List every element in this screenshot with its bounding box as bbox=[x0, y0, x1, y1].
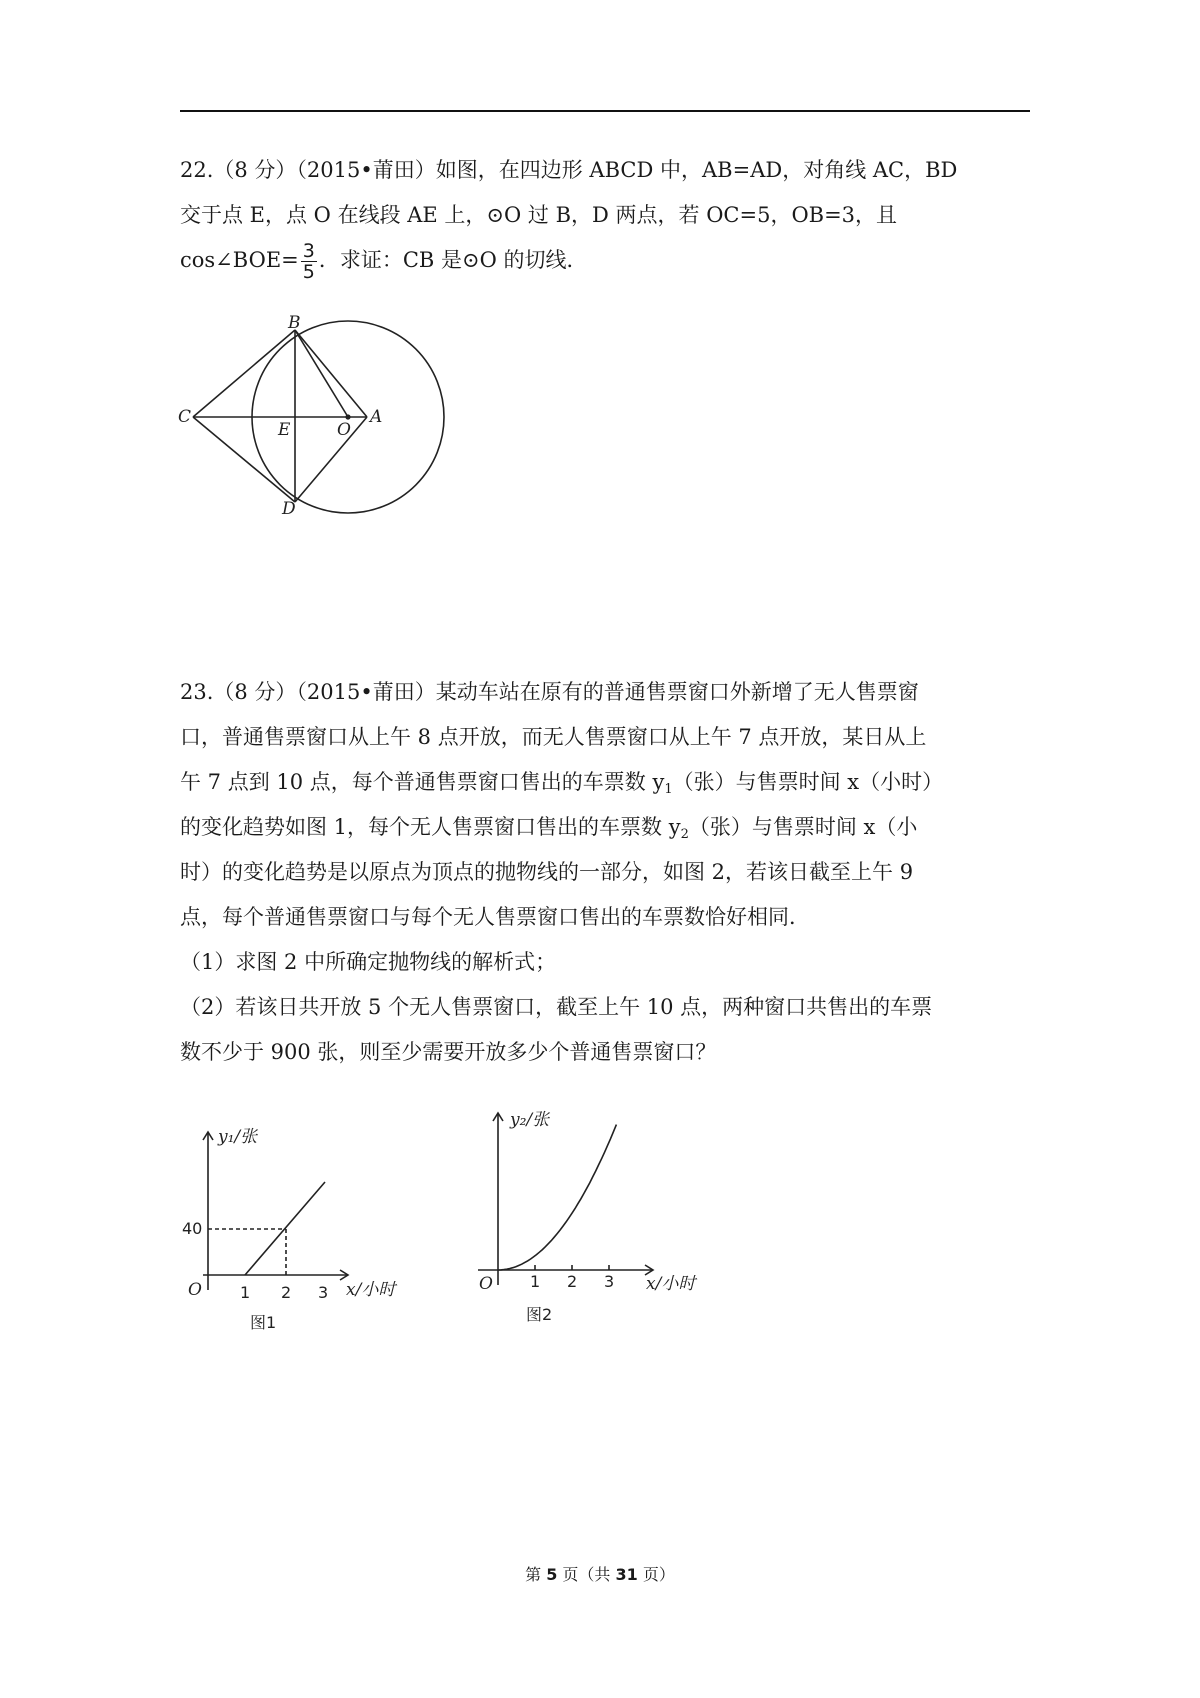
label-o: O bbox=[337, 420, 351, 440]
fig2-origin: O bbox=[479, 1274, 493, 1294]
question-23 bbox=[180, 670, 1040, 1075]
fig1-x-tick-2: 2 bbox=[281, 1283, 292, 1302]
q22-line-1: 22.（8 分）（2015•莆田）如图，在四边形 ABCD 中，AB=AD，对角线 AC，BD bbox=[180, 158, 958, 182]
fig2-x-tick-label-2: 2 bbox=[567, 1272, 578, 1291]
q22-line-3 bbox=[180, 238, 1040, 283]
footer-pre: 第 bbox=[525, 1565, 547, 1584]
footer-page-number: 5 bbox=[546, 1565, 558, 1584]
fig1-x-tick-3: 3 bbox=[318, 1283, 329, 1302]
footer-mid: 页（共 bbox=[557, 1565, 616, 1584]
q23-line-6: 点，每个普通售票窗口与每个无人售票窗口售出的车票数恰好相同． bbox=[180, 905, 810, 929]
q22-prove-text: ．求证：CB 是⊙O 的切线． bbox=[318, 248, 588, 272]
q22-line-2: 交于点 E，点 O 在线段 AE 上，⊙O 过 B，D 两点，若 OC=5，OB=3，且 bbox=[180, 203, 898, 227]
fraction-numerator: 3 bbox=[302, 240, 315, 262]
segment-cb bbox=[193, 330, 295, 417]
segment-bo bbox=[295, 330, 348, 417]
q23-line-3a: 午 7 点到 10 点，每个普通售票窗口售出的车票数 y bbox=[180, 770, 665, 794]
q23-part-2-line-1: （2）若该日共开放 5 个无人售票窗口，截至上午 10 点，两种窗口共售出的车票 bbox=[180, 995, 933, 1019]
q23-line-4 bbox=[180, 805, 1040, 850]
fig1-y-label: y₁/张 bbox=[218, 1127, 258, 1147]
footer-post: 页） bbox=[637, 1565, 675, 1584]
fig1-x-tick-1: 1 bbox=[240, 1283, 251, 1302]
fig1-y-tick-40: 40 bbox=[182, 1219, 203, 1238]
fig1-x-label: x/小时 bbox=[346, 1280, 396, 1300]
fraction-3-5 bbox=[301, 241, 317, 282]
q23-line-5: 时）的变化趋势是以原点为顶点的抛物线的一部分，如图 2，若该日截至上午 9 bbox=[180, 860, 914, 884]
segment-ba bbox=[295, 330, 367, 417]
fig1-origin: O bbox=[188, 1280, 202, 1300]
label-c: C bbox=[178, 407, 192, 427]
fig1-caption: 图1 bbox=[250, 1313, 277, 1332]
q23-part-1: （1）求图 2 中所确定抛物线的解析式； bbox=[180, 950, 557, 974]
fig2-caption: 图2 bbox=[526, 1305, 553, 1324]
fig2-parabola bbox=[498, 1125, 616, 1270]
fig2-x-label: x/小时 bbox=[646, 1274, 696, 1294]
question-22 bbox=[180, 148, 1040, 283]
subscript-2: 2 bbox=[680, 827, 689, 842]
fig2-x-tick-label-1: 1 bbox=[530, 1272, 541, 1291]
q23-line-3 bbox=[180, 760, 1040, 805]
q23-line-4a: 的变化趋势如图 1，每个无人售票窗口售出的车票数 y bbox=[180, 815, 681, 839]
figure-2-graph bbox=[478, 1105, 738, 1335]
header-rule bbox=[180, 110, 1030, 112]
page-footer bbox=[0, 1562, 1200, 1585]
q23-line-1: 23.（8 分）（2015•莆田）某动车站在原有的普通售票窗口外新增了无人售票窗 bbox=[180, 680, 919, 704]
footer-total-pages: 31 bbox=[615, 1565, 638, 1584]
fraction-denominator: 5 bbox=[302, 261, 315, 283]
q23-line-4b: （张）与售票时间 x（小 bbox=[688, 815, 918, 839]
q22-geometry-figure bbox=[175, 312, 460, 517]
q23-line-3b: （张）与售票时间 x（小时） bbox=[672, 770, 944, 794]
label-e: E bbox=[278, 420, 291, 440]
q23-line-2: 口，普通售票窗口从上午 8 点开放，而无人售票窗口从上午 7 点开放，某日从上 bbox=[180, 725, 927, 749]
fig2-x-tick-label-3: 3 bbox=[604, 1272, 615, 1291]
label-d: D bbox=[282, 499, 296, 517]
fig2-y-label: y₂/张 bbox=[510, 1110, 550, 1130]
q22-cos-text: cos∠BOE= bbox=[180, 248, 299, 272]
segment-da bbox=[295, 417, 367, 502]
q23-part-2-line-2: 数不少于 900 张，则至少需要开放多少个普通售票窗口？ bbox=[180, 1040, 717, 1064]
label-a: A bbox=[370, 407, 383, 427]
figure-1-graph bbox=[178, 1120, 438, 1350]
point-o bbox=[345, 414, 350, 419]
label-b: B bbox=[288, 313, 301, 333]
subscript-1: 1 bbox=[664, 782, 673, 797]
